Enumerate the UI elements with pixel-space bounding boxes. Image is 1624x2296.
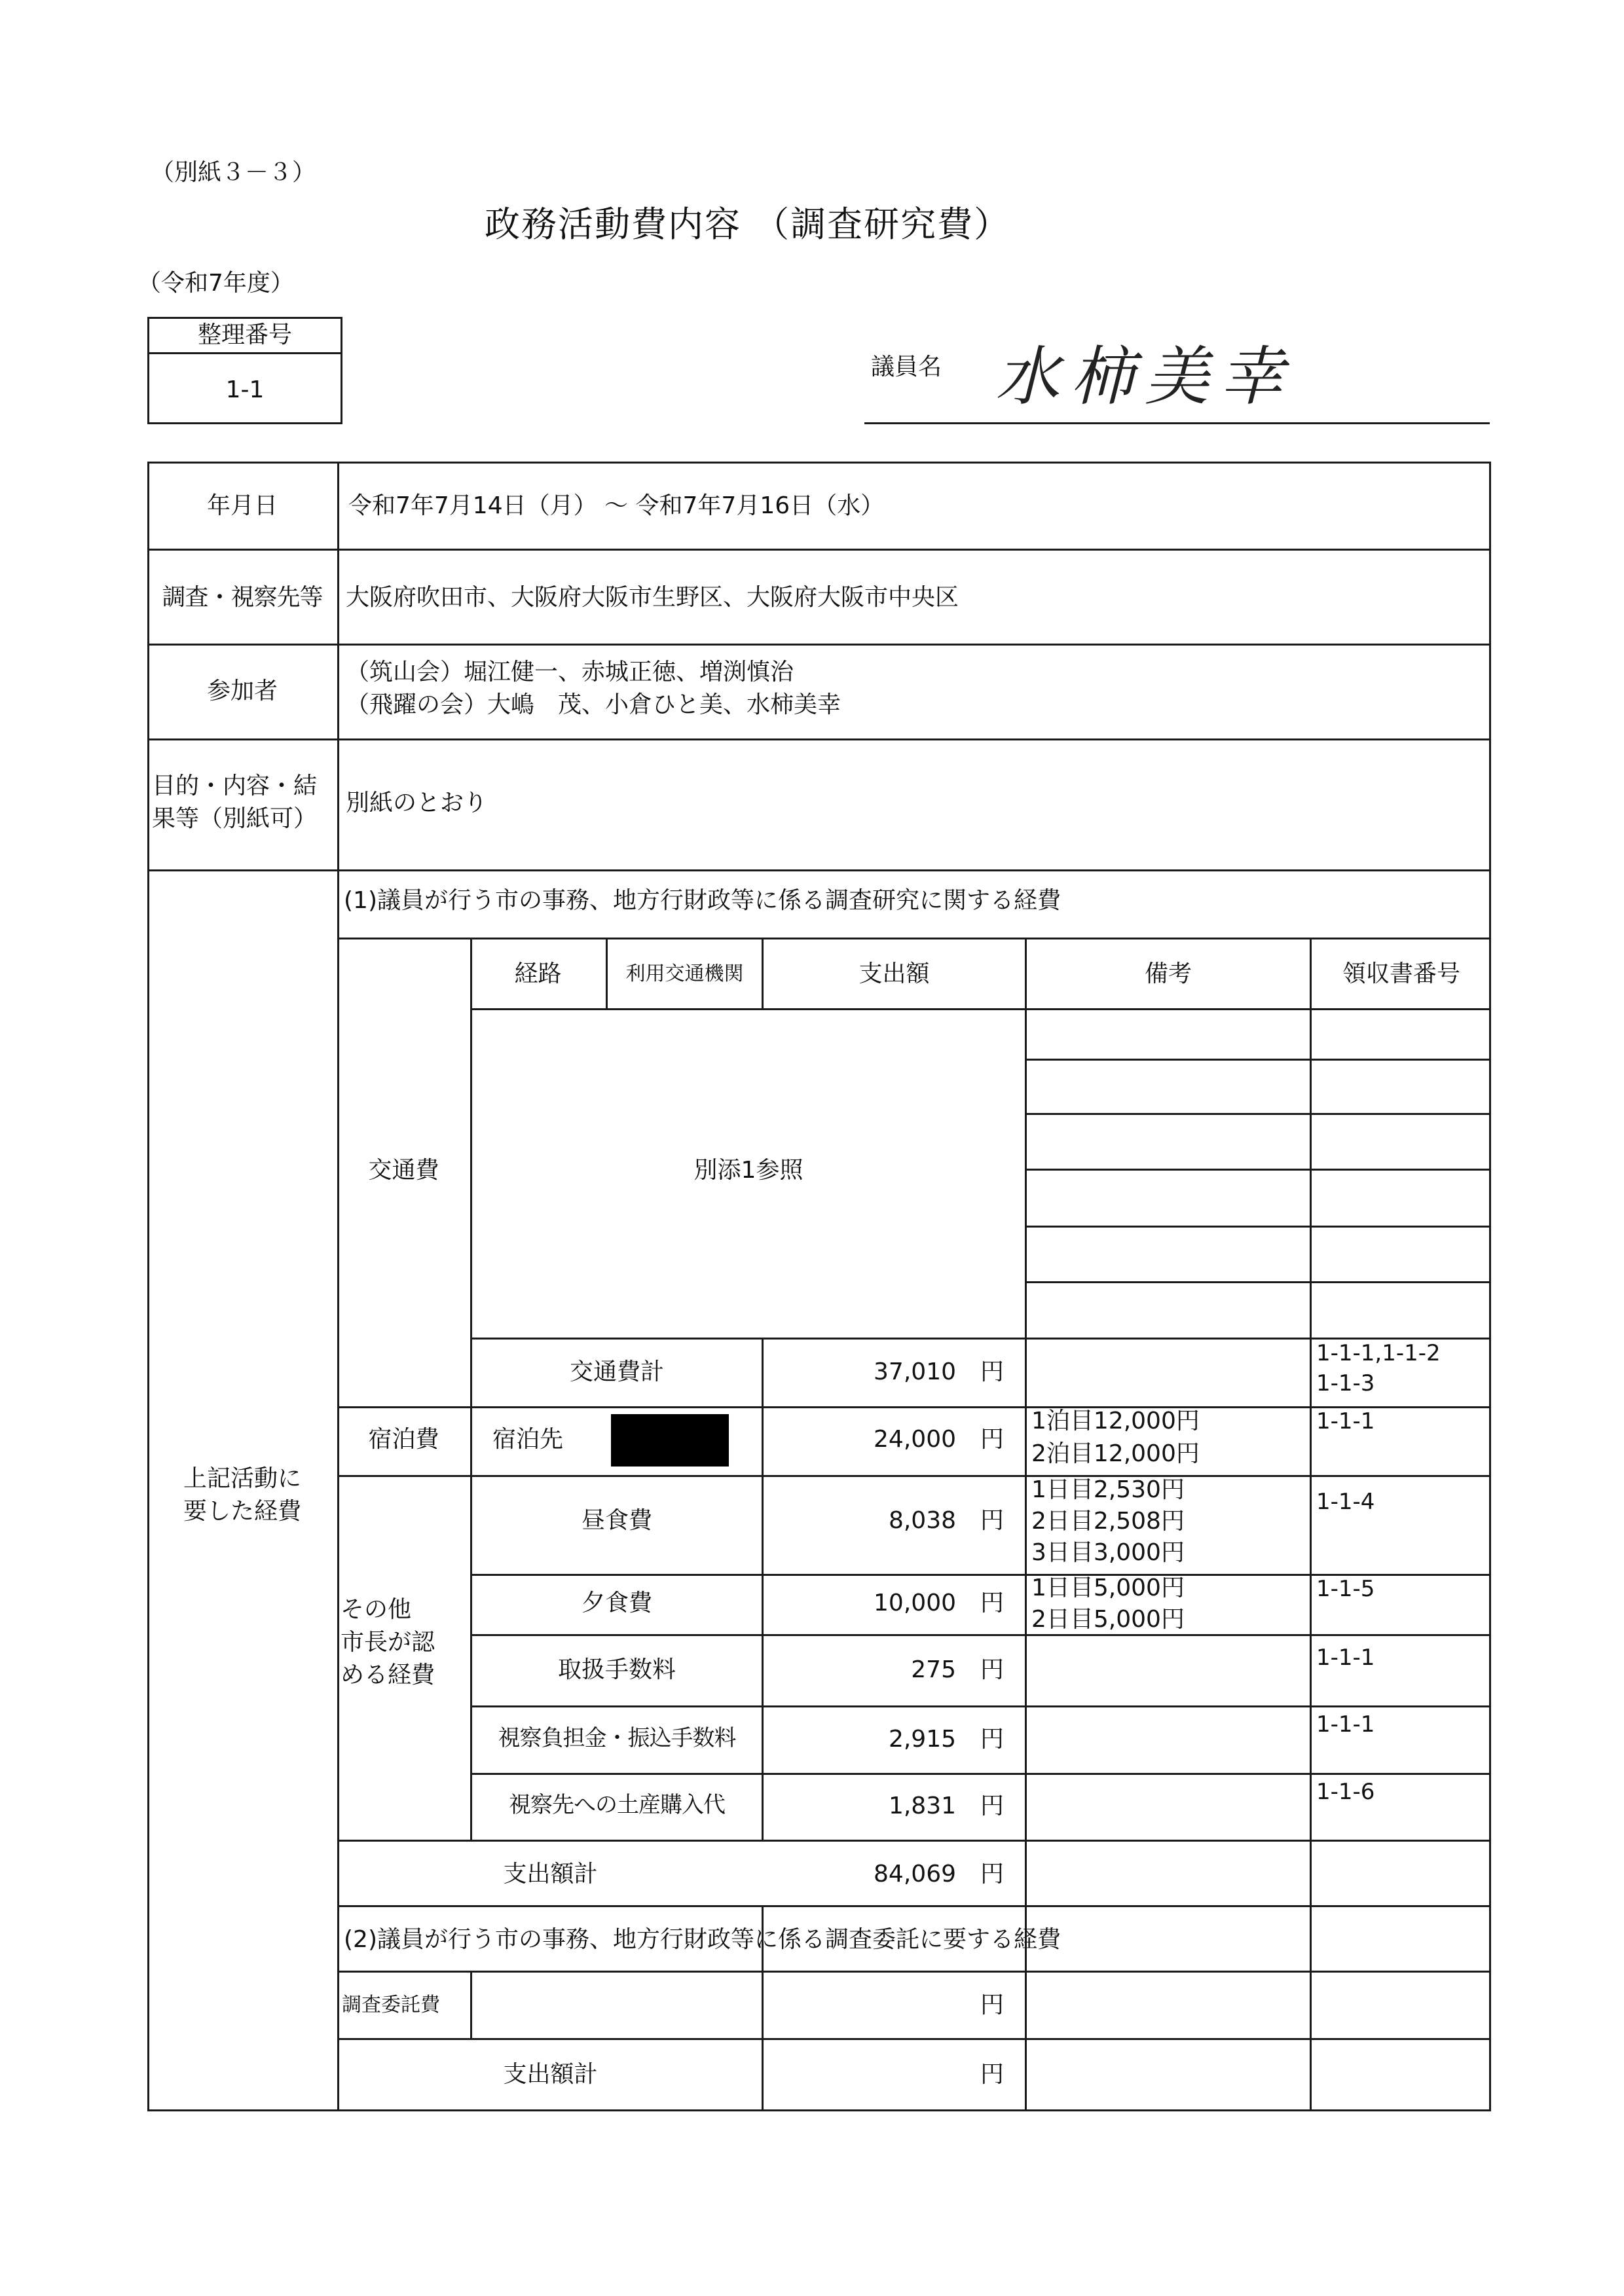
lodging-remark-2: 2泊目12,000円 [1031, 1440, 1200, 1467]
dinner-label: 夕食費 [581, 1590, 652, 1616]
transport-total-receipt-2: 1-1-3 [1316, 1370, 1375, 1396]
expenses-side-label-2: 要した経費 [183, 1498, 301, 1525]
section-1-title: (1)議員が行う市の事務、地方行財政等に係る調査研究に関する経費 [344, 887, 1061, 914]
ref-number-label: 整理番号 [197, 321, 292, 348]
souvenir-amount: 1,831 [888, 1793, 956, 1819]
section-2-title: (2)議員が行う市の事務、地方行財政等に係る調査委託に要する経費 [344, 1926, 1061, 1953]
transport-total-amount: 37,010 [874, 1358, 956, 1385]
total-amount: 84,069 [874, 1861, 956, 1887]
dinner-remark-2: 2日目5,000円 [1031, 1606, 1185, 1633]
total-2-label: 支出額計 [503, 2061, 598, 2088]
souvenir-receipt: 1-1-6 [1316, 1779, 1375, 1805]
column-amount: 支出額 [858, 960, 930, 987]
inspection-receipt: 1-1-1 [1316, 1711, 1375, 1738]
lodging-remark-1: 1泊目12,000円 [1031, 1408, 1200, 1434]
inspection-yen: 円 [980, 1726, 1005, 1753]
member-name-label: 議員名 [871, 354, 942, 380]
transport-reference: 別添1参照 [693, 1157, 803, 1184]
lunch-remark-1: 1日目2,530円 [1031, 1476, 1185, 1503]
inspection-label: 視察負担金・振込手数料 [498, 1725, 736, 1751]
page-title: 政務活動費内容 （調査研究費） [485, 204, 1011, 245]
column-route: 経路 [514, 960, 562, 987]
transport-total-receipt-1: 1-1-1,1-1-2 [1316, 1340, 1441, 1366]
other-expenses-label-2: 市長が認 [341, 1629, 435, 1656]
dinner-receipt: 1-1-5 [1316, 1576, 1375, 1602]
souvenir-label: 視察先への土産購入代 [509, 1792, 725, 1818]
purpose-value: 別紙のとおり [346, 790, 488, 816]
lunch-remark-2: 2日目2,508円 [1031, 1508, 1185, 1535]
dinner-remark-1: 1日目5,000円 [1031, 1575, 1185, 1601]
lunch-yen: 円 [980, 1507, 1005, 1534]
date-label: 年月日 [206, 492, 278, 519]
fiscal-year: （令和7年度） [138, 270, 294, 297]
commission-label: 調査委託費 [342, 1994, 440, 2016]
lodging-amount: 24,000 [874, 1426, 956, 1453]
purpose-label-line-2: 果等（別紙可） [152, 805, 318, 832]
transport-total-yen: 円 [980, 1358, 1005, 1385]
participants-label: 参加者 [206, 678, 278, 704]
lodging-label: 宿泊費 [368, 1426, 439, 1453]
lunch-amount: 8,038 [888, 1507, 956, 1534]
ref-number-value: 1-1 [225, 376, 265, 403]
total-label: 支出額計 [503, 1861, 598, 1887]
fee-amount: 275 [911, 1656, 956, 1683]
fee-yen: 円 [980, 1656, 1005, 1683]
total-yen: 円 [980, 1861, 1005, 1887]
commission-yen: 円 [980, 1992, 1005, 2018]
lunch-label: 昼食費 [581, 1507, 652, 1534]
lodging-place-label: 宿泊先 [492, 1426, 564, 1453]
column-receipt: 領収書番号 [1342, 960, 1460, 987]
other-expenses-label-1: その他 [341, 1596, 412, 1623]
fee-label: 取扱手数料 [557, 1656, 676, 1683]
lunch-remark-3: 3日目3,000円 [1031, 1539, 1185, 1566]
date-value: 令和7年7月14日（月） ～ 令和7年7月16日（水） [348, 492, 885, 519]
column-remarks: 備考 [1144, 960, 1192, 987]
dinner-amount: 10,000 [874, 1590, 956, 1616]
lodging-yen: 円 [980, 1426, 1005, 1453]
other-expenses-label-3: める経費 [341, 1662, 435, 1688]
souvenir-yen: 円 [980, 1793, 1005, 1819]
participants-line-2: （飛躍の会）大嶋 茂、小倉ひと美、水柿美幸 [346, 691, 841, 718]
column-transport: 利用交通機関 [625, 962, 744, 985]
purpose-label-line-1: 目的・内容・結 [152, 773, 318, 799]
destination-label: 調査・視察先等 [162, 584, 323, 611]
inspection-amount: 2,915 [888, 1726, 956, 1753]
attachment-label: （別紙３－３） [151, 159, 316, 186]
transport-total-label: 交通費計 [569, 1358, 664, 1385]
lunch-receipt: 1-1-4 [1316, 1489, 1375, 1515]
expenses-side-label-1: 上記活動に [183, 1465, 301, 1492]
total-2-yen: 円 [980, 2061, 1005, 2088]
transport-label: 交通費 [368, 1157, 439, 1184]
dinner-yen: 円 [980, 1590, 1005, 1616]
member-signature: 水柿美幸 [995, 340, 1295, 414]
participants-line-1: （筑山会）堀江健一、赤城正徳、増渕慎治 [346, 659, 794, 685]
redacted-lodging-name [611, 1414, 729, 1467]
destination-value: 大阪府吹田市、大阪府大阪市生野区、大阪府大阪市中央区 [346, 584, 959, 611]
lodging-receipt: 1-1-1 [1316, 1408, 1375, 1434]
fee-receipt: 1-1-1 [1316, 1645, 1375, 1671]
